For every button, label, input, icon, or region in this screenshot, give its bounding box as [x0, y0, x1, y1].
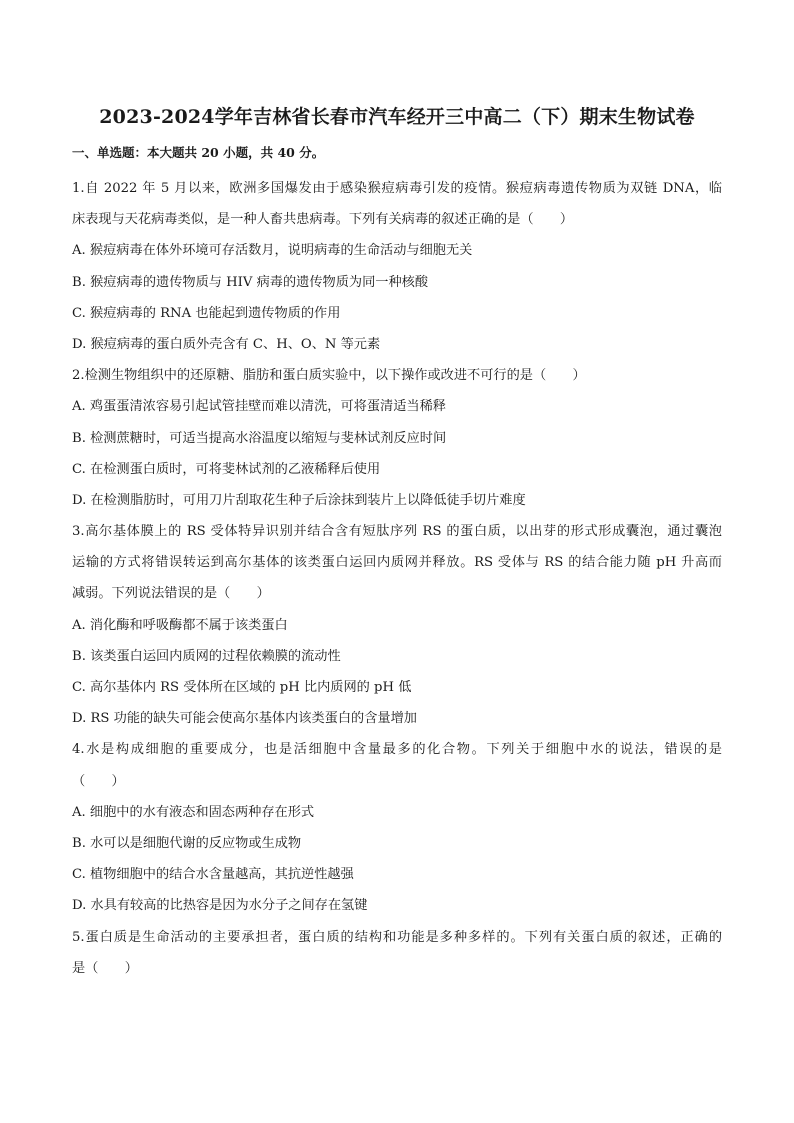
question-stem-line: （ ）	[72, 773, 125, 789]
option-a: A. 鸡蛋蛋清浓容易引起试管挂壁而难以清洗，可将蛋清适当稀释	[72, 399, 446, 415]
question-stem-line: 3.高尔基体膜上的 RS 受体特异识别并结合含有短肽序列 RS 的蛋白质，以出芽的形式形成囊泡，通过囊泡	[72, 524, 722, 540]
option-d: D. 猴痘病毒的蛋白质外壳含有 C、H、O、N 等元素	[72, 336, 381, 352]
question-stem-line: 4.水是构成细胞的重要成分，也是活细胞中含量最多的化合物。下列关于细胞中水的说法，错误的是	[72, 742, 722, 758]
option-b: B. 该类蛋白运回内质网的过程依赖膜的流动性	[72, 648, 341, 664]
question-stem-line: 是（ ）	[72, 960, 138, 976]
option-a: A. 猴痘病毒在体外环境可存活数月，说明病毒的生命活动与细胞无关	[72, 243, 473, 259]
option-b: B. 水可以是细胞代谢的反应物或生成物	[72, 835, 302, 851]
question-3	[72, 516, 722, 734]
question-stem-line: 床表现与天花病毒类似，是一种人畜共患病毒。下列有关病毒的叙述正确的是（ ）	[72, 212, 574, 228]
question-stem-line: 1.自 2022 年 5 月以来，欧洲多国爆发由于感染猴痘病毒引发的疫情。猴痘病毒遗传物质为双链 DNA，临	[72, 181, 722, 196]
question-stem-line: 2.检测生物组织中的还原糖、脂肪和蛋白质实验中，以下操作或改进不可行的是（ ）	[72, 368, 586, 384]
question-5	[72, 922, 722, 984]
option-a: A. 细胞中的水有液态和固态两种存在形式	[72, 804, 315, 820]
option-c: C. 植物细胞中的结合水含量越高，其抗逆性越强	[72, 867, 354, 883]
question-4	[72, 734, 722, 921]
option-d: D. 水具有较高的比热容是因为水分子之间存在氢键	[72, 898, 368, 914]
question-1	[72, 173, 722, 360]
option-b: B. 检测蔗糖时，可适当提高水浴温度以缩短与斐林试剂反应时间	[72, 430, 447, 446]
question-stem-line: 运输的方式将错误转运到高尔基体的该类蛋白运回内质网并释放。RS 受体与 RS 的结合能力随 pH 升高而	[72, 555, 722, 571]
question-list	[72, 173, 722, 984]
section-heading: 一、单选题：本大题共 20 小题，共 40 分。	[72, 145, 325, 160]
option-c: C. 在检测蛋白质时，可将斐林试剂的乙液稀释后使用	[72, 461, 381, 477]
option-a: A. 消化酶和呼吸酶都不属于该类蛋白	[72, 617, 288, 633]
question-stem-line: 减弱。下列说法错误的是（ ）	[72, 586, 270, 602]
question-stem-line: 5.蛋白质是生命活动的主要承担者，蛋白质的结构和功能是多种多样的。下列有关蛋白质的叙述，正确的	[72, 929, 722, 945]
page-title: 2023-2024学年吉林省长春市汽车经开三中高二（下）期末生物试卷	[99, 106, 695, 128]
option-b: B. 猴痘病毒的遗传物质与 HIV 病毒的遗传物质为同一种核酸	[72, 274, 429, 290]
option-c: C. 猴痘病毒的 RNA 也能起到遗传物质的作用	[72, 305, 341, 321]
option-d: D. RS 功能的缺失可能会使高尔基体内该类蛋白的含量增加	[72, 711, 417, 727]
option-c: C. 高尔基体内 RS 受体所在区域的 pH 比内质网的 pH 低	[72, 680, 412, 695]
option-d: D. 在检测脂肪时，可用刀片刮取花生种子后涂抹到装片上以降低徒手切片难度	[72, 492, 526, 508]
question-2	[72, 360, 722, 516]
